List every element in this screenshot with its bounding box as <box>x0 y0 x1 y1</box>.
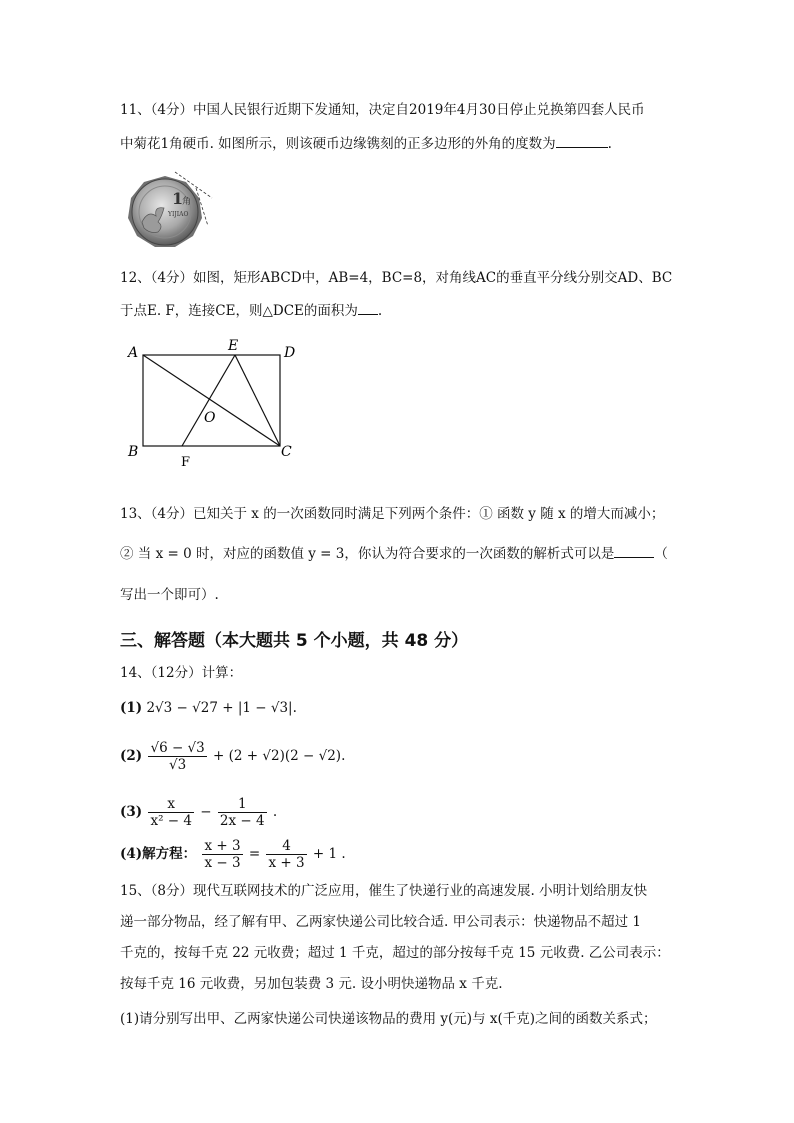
q13-line-3: 写出一个即可）. <box>120 587 219 603</box>
q12-line-2 <box>120 302 382 320</box>
numerator: x <box>148 796 194 813</box>
operator: = <box>248 846 261 862</box>
segment-ef <box>182 355 235 446</box>
part-label: (2) <box>120 748 143 764</box>
q13-paren: （ <box>654 546 668 562</box>
q15-line-5: (1)请分别写出甲、乙两家快递公司快递该物品的费用 y(元)与 x(千克)之间的函数关系式； <box>120 1011 657 1027</box>
q12-line-1: 12、（4分）如图，矩形ABCD中，AB=4，BC=8，对角线AC的垂直平分线分别交AD、BC <box>120 270 673 286</box>
label-o: O <box>204 410 216 426</box>
numerator: √6 − √3 <box>150 740 205 756</box>
coin-jiao: 角 <box>182 197 192 207</box>
q13-line-2 <box>120 545 668 563</box>
fraction <box>218 796 267 829</box>
q11-line-1: 11、（4分）中国人民银行近期下发通知，决定自2019年4月30日停止兑换第四套人民币 <box>120 102 645 118</box>
part-label: (4)解方程： <box>120 846 197 862</box>
diagonal-ac <box>143 355 280 446</box>
q12-period: . <box>377 303 383 319</box>
expression: 2√3 − √27 + |1 − √3|. <box>146 700 297 716</box>
denominator: x + 3 <box>268 855 305 871</box>
fraction <box>148 740 206 773</box>
denominator: 2x − 4 <box>219 813 265 829</box>
numerator: 4 <box>266 838 306 855</box>
label-d: D <box>284 345 296 361</box>
q14-part-4 <box>120 838 346 871</box>
q15-line-4: 按每千克 16 元收费，另加包装费 3 元. 设小明快递物品 x 千克. <box>120 976 503 992</box>
q15-line-1: 15、（8分）现代互联网技术的广泛应用，催生了快递行业的高速发展. 小明计划给朋友快 <box>120 883 648 899</box>
fraction <box>148 796 194 829</box>
answer-blank <box>358 302 378 315</box>
q13-line-2-text: ② 当 x = 0 时，对应的函数值 y = 3，你认为符合要求的一次函数的解析式可以是 <box>120 546 615 562</box>
numerator: 1 <box>218 796 267 813</box>
label-b: B <box>128 444 139 460</box>
q12-line-2-text: 于点E. F，连接CE，则△DCE的面积为 <box>120 303 358 319</box>
segment-ce <box>235 355 280 446</box>
answer-blank <box>614 545 654 558</box>
operator: − <box>200 804 212 820</box>
coin-pinyin: YIJIAO <box>168 211 189 218</box>
coin-image <box>120 170 220 254</box>
period: . <box>272 804 278 820</box>
label-e: E <box>228 338 239 354</box>
label-a: A <box>128 345 139 361</box>
q15-line-2: 递一部分物品，经了解有甲、乙两家快递公司比较合适. 甲公司表示：快递物品不超过 1 <box>120 914 641 930</box>
q11-line-2-text: 中菊花1角硬币. 如图所示，则该硬币边缘镌刻的正多边形的外角的度数为 <box>120 136 556 152</box>
numerator: x + 3 <box>204 838 241 854</box>
denominator: √3 <box>169 757 187 773</box>
q11-line-2 <box>120 135 612 153</box>
expression: + (2 + √2)(2 − √2). <box>213 748 346 764</box>
q11-period: . <box>607 136 612 152</box>
denominator: x − 3 <box>204 855 241 871</box>
part-label: (1) <box>120 700 143 716</box>
section-heading: 三、解答题（本大题共 5 个小题，共 48 分） <box>120 631 469 651</box>
label-c: C <box>281 444 292 460</box>
denominator: x² − 4 <box>150 813 192 829</box>
q15-line-3: 千克的，按每千克 22 元收费；超过 1 千克，超过的部分按每千克 15 元收费. 乙公司表示： <box>120 945 670 961</box>
rectangle-diagram <box>120 336 310 470</box>
fraction <box>266 838 306 871</box>
coin-numeral: 1 <box>172 189 184 208</box>
fraction <box>202 838 242 871</box>
expression: + 1 . <box>312 846 346 862</box>
q14-part-3 <box>120 796 277 829</box>
part-label: (3) <box>120 804 143 820</box>
q13-line-1: 13、（4分）已知关于 x 的一次函数同时满足下列两个条件：① 函数 y 随 x 的增大而减小； <box>120 506 665 522</box>
label-f: F <box>181 455 191 470</box>
answer-blank <box>556 135 608 148</box>
q14-intro: 14、（12分）计算： <box>120 665 243 681</box>
q14-part-1 <box>120 700 297 716</box>
q14-part-2 <box>120 740 345 773</box>
